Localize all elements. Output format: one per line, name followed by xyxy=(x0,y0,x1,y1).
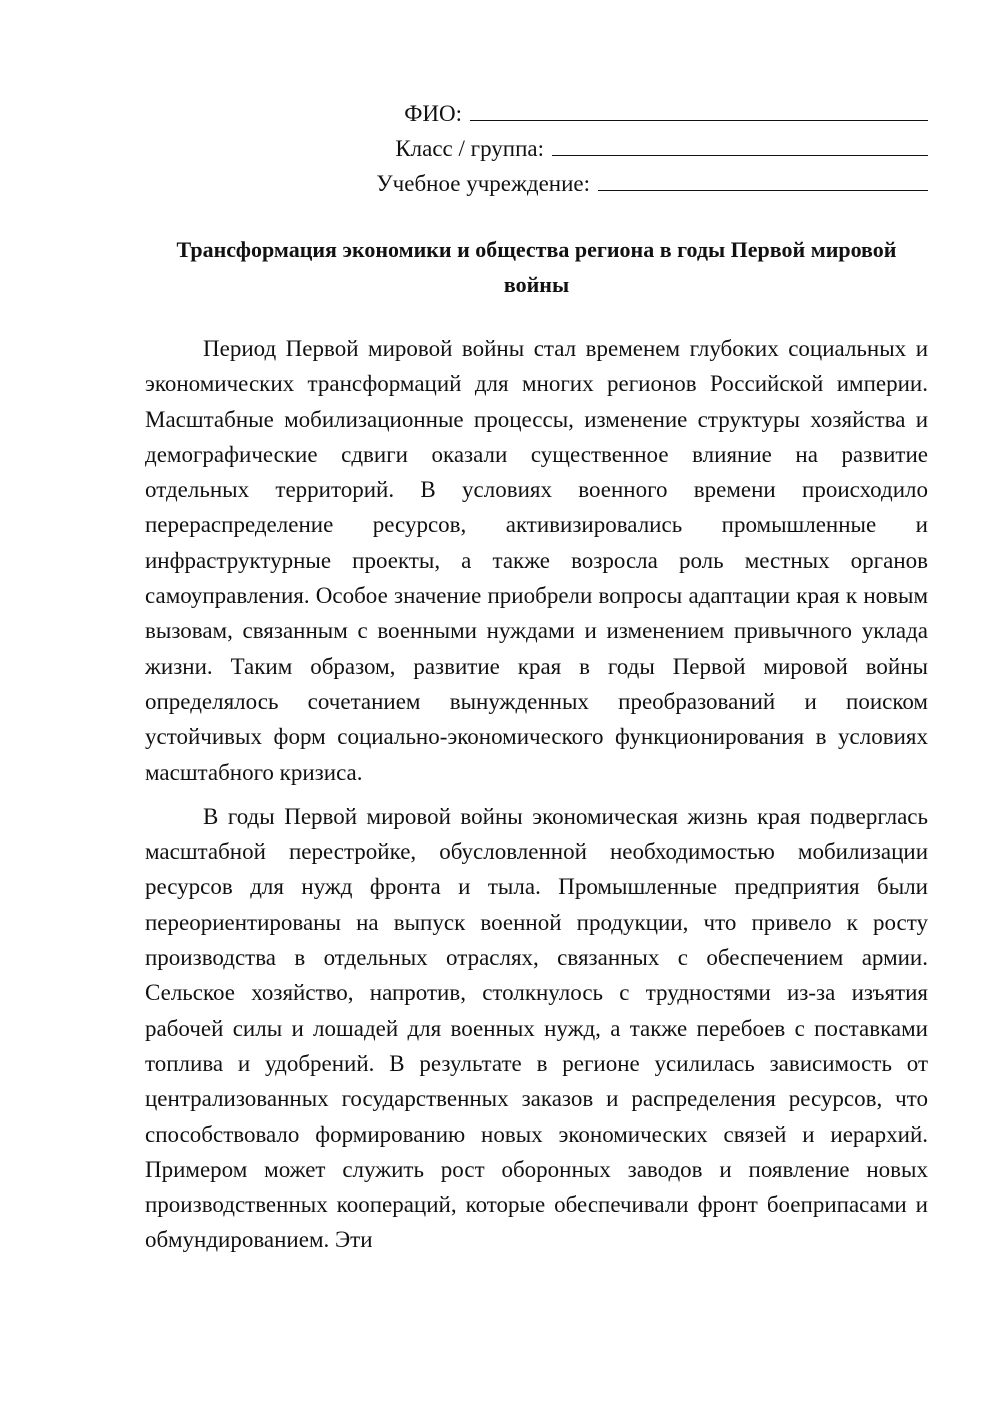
class-blank-line[interactable] xyxy=(552,131,928,156)
student-info-block xyxy=(360,92,928,197)
fio-row xyxy=(360,92,928,127)
class-row xyxy=(360,127,928,162)
paragraph-1: Период Первой мировой войны стал временем глубоких социальных и экономических трансформаций для многих регионов Российской империи. Масштабные мобилизационные процессы, изменение структуры хозяйства и демографические сдвиги оказали существенное влияние на развитие отдельных территорий. В условиях военного времени происходило перераспределение ресурсов, активизировались промышленные и инфраструктурные проекты, а также возросла роль местных органов самоуправления. Особое значение приобрели вопросы адаптации края к новым вызовам, связанным с военными нуждами и изменением привычного уклада жизни. Таким образом, развитие края в годы Первой мировой войны определялось сочетанием вынужденных преобразований и поиском устойчивых форм социально-экономического функционирования в условиях масштабного кризиса. xyxy=(145,336,928,785)
fio-blank-line[interactable] xyxy=(470,96,928,121)
school-blank-line[interactable] xyxy=(598,166,928,191)
document-title: Трансформация экономики и общества региона в годы Первой мировой войны xyxy=(176,237,897,297)
class-label: Класс / группа: xyxy=(395,136,544,161)
school-label: Учебное учреждение: xyxy=(376,171,590,196)
document-body xyxy=(145,331,928,1267)
paragraph-2: В годы Первой мировой войны экономическая жизнь края подверглась масштабной перестройке, обусловленной необходимостью мобилизации ресурсов для нужд фронта и тыла. Промышленные предприятия были переориентированы на выпуск военной продукции, что привело к росту производства в отдельных отраслях, связанных с обеспечением армии. Сельское хозяйство, напротив, столкнулось с трудностями из-за изъятия рабочей силы и лошадей для военных нужд, а также перебоев с поставками топлива и удобрений. В результате в регионе усилилась зависимость от централизованных государственных заказов и распределения ресурсов, что способствовало формированию новых экономических связей и иерархий. Примером может служить рост оборонных заводов и появление новых производственных коопераций, которые обеспечивали фронт боеприпасами и обмундированием. Эти xyxy=(145,803,928,1253)
fio-label: ФИО: xyxy=(404,101,462,126)
school-row xyxy=(360,162,928,197)
